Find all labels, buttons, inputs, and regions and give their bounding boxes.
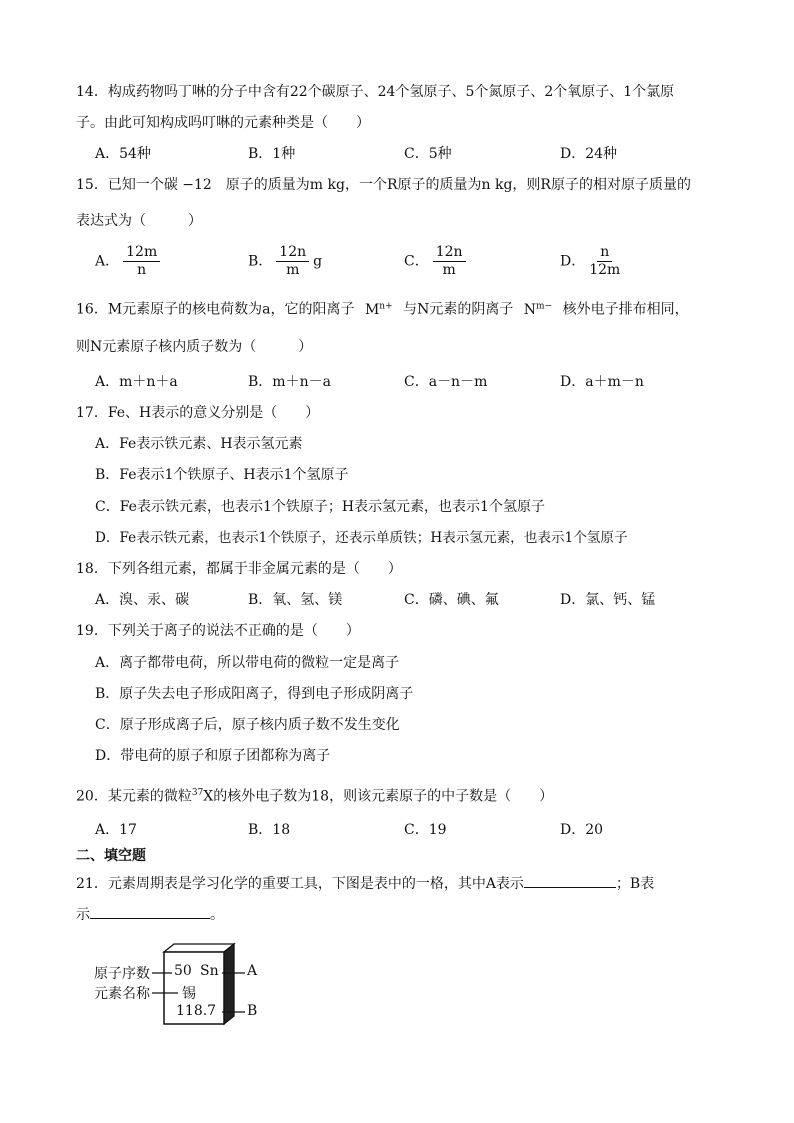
q18-option-a[interactable]: A．溴、汞、碳 bbox=[95, 592, 190, 608]
option-label: A． bbox=[95, 253, 120, 270]
q19-option-b[interactable]: B．原子失去电子形成阳离子，得到电子形成阴离子 bbox=[95, 686, 414, 702]
figure-label-element-name: 元素名称 bbox=[94, 986, 150, 1002]
q20-option-b[interactable]: B．18 bbox=[248, 822, 291, 838]
ion-charge: m− bbox=[536, 301, 553, 311]
q20-option-c[interactable]: C．19 bbox=[404, 822, 447, 838]
q20-option-a[interactable]: A．17 bbox=[95, 822, 137, 838]
q15-option-c[interactable] bbox=[404, 244, 470, 279]
q16-stem-line1 bbox=[76, 296, 689, 320]
q16-text-c: 核外电子排布相同， bbox=[562, 301, 689, 318]
option-label: C． bbox=[404, 253, 429, 270]
q20-text-a: 20．某元素的微粒 bbox=[76, 788, 192, 805]
q16-stem-line2: 则N元素原子核内质子数为（ ） bbox=[76, 339, 313, 355]
figure-element-symbol: Sn bbox=[200, 963, 219, 979]
option-label: B． bbox=[248, 253, 273, 270]
denominator: m bbox=[286, 262, 300, 278]
box-top-face bbox=[164, 944, 234, 952]
q16-text-a: 16．M元素原子的核电荷数为a，它的阳离子 bbox=[76, 301, 355, 318]
answer-blank-b[interactable] bbox=[90, 904, 210, 919]
fraction bbox=[433, 244, 466, 279]
q16-option-b[interactable]: B．m＋n－a bbox=[248, 374, 331, 390]
numerator: 12n bbox=[276, 244, 309, 262]
q19-option-c[interactable]: C．原子形成离子后，原子核内质子数不发生变化 bbox=[95, 717, 400, 733]
q19-option-d[interactable]: D．带电荷的原子和原子团都称为离子 bbox=[95, 748, 331, 764]
figure-element-name: 锡 bbox=[182, 986, 196, 1002]
mass-number: 37 bbox=[191, 788, 204, 798]
q15-option-b[interactable] bbox=[248, 244, 322, 279]
q18-option-c[interactable]: C．磷、碘、氟 bbox=[404, 592, 499, 608]
ion-symbol: M bbox=[364, 301, 380, 318]
q16-option-d[interactable]: D．a＋m－n bbox=[560, 374, 644, 390]
q21-line2 bbox=[76, 904, 224, 925]
q20-text-b: 的核外电子数为18，则该元素原子的中子数是（ ） bbox=[213, 788, 554, 805]
unit: g bbox=[313, 253, 323, 270]
fraction bbox=[276, 244, 309, 279]
q15-option-d[interactable] bbox=[560, 244, 624, 279]
q17-option-b[interactable]: B．Fe表示1个铁原子、H表示1个氢原子 bbox=[95, 467, 349, 483]
denominator: 12m bbox=[589, 262, 621, 278]
q14-option-c[interactable]: C．5种 bbox=[404, 146, 452, 162]
q16-option-a[interactable]: A．m＋n＋a bbox=[95, 374, 178, 390]
q15-stem-line1: 15．已知一个碳 −12 原子的质量为m kg，一个R原子的质量为n kg，则R原子的相对原子质量的 bbox=[76, 177, 691, 193]
fraction bbox=[123, 244, 160, 279]
q18-option-d[interactable]: D．氯、钙、锰 bbox=[560, 592, 656, 608]
figure-pointer-a: A bbox=[247, 963, 258, 979]
figure-pointer-b: B bbox=[247, 1003, 258, 1019]
q17-option-d[interactable]: D．Fe表示铁元素，也表示1个铁原子，还表示单质铁；H表示氢元素，也表示1个氢原子 bbox=[95, 530, 628, 546]
q17-option-c[interactable]: C．Fe表示铁元素，也表示1个铁原子；H表示氢元素，也表示1个氢原子 bbox=[95, 499, 545, 515]
q18-stem: 18．下列各组元素，都属于非金属元素的是（ ） bbox=[76, 561, 402, 577]
q14-stem-line1: 14．构成药物吗丁啉的分子中含有22个碳原子、24个氢原子、5个氮原子、2个氧原子、1个氯原 bbox=[76, 84, 675, 100]
q21-text-b: ；B表 bbox=[615, 876, 655, 892]
q14-option-b[interactable]: B．1种 bbox=[248, 146, 296, 162]
q19-option-a[interactable]: A．离子都带电荷，所以带电荷的微粒一定是离子 bbox=[95, 655, 400, 671]
denominator: m bbox=[442, 262, 456, 278]
q15-option-a[interactable] bbox=[95, 244, 164, 279]
figure-atomic-mass: 118.7 bbox=[176, 1003, 217, 1019]
numerator: 12n bbox=[433, 244, 466, 262]
numerator: 12m bbox=[123, 244, 160, 262]
element-symbol: X bbox=[203, 788, 214, 805]
q16-anion bbox=[524, 302, 552, 318]
ion-charge: n+ bbox=[379, 301, 393, 311]
q16-cation bbox=[365, 302, 393, 318]
figure-label-atomic-number: 原子序数 bbox=[94, 966, 150, 982]
q15-stem-line2: 表达式为（ ） bbox=[76, 213, 202, 229]
q20-stem bbox=[76, 783, 553, 807]
q16-option-c[interactable]: C．a－n－m bbox=[404, 374, 488, 390]
q14-option-d[interactable]: D．24种 bbox=[560, 146, 618, 162]
q21-text-d: 。 bbox=[210, 907, 224, 923]
numerator: n bbox=[597, 244, 612, 262]
q17-stem: 17．Fe、H表示的意义分别是（ ） bbox=[76, 405, 320, 421]
figure-atomic-number: 50 bbox=[174, 963, 192, 979]
denominator: n bbox=[137, 262, 147, 278]
q21-line1 bbox=[76, 873, 654, 894]
q18-option-b[interactable]: B．氧、氢、镁 bbox=[248, 592, 343, 608]
q17-option-a[interactable]: A．Fe表示铁元素、H表示氢元素 bbox=[95, 436, 303, 452]
q21-text-a: 21．元素周期表是学习化学的重要工具，下图是表中的一格，其中A表示 bbox=[76, 876, 524, 892]
q14-stem-line2: 子。由此可知构成吗叮啉的元素种类是（ ） bbox=[76, 115, 370, 131]
q19-stem: 19．下列关于离子的说法不正确的是（ ） bbox=[76, 623, 360, 639]
q21-text-c: 示 bbox=[76, 907, 90, 923]
ion-symbol: N bbox=[523, 301, 537, 318]
q16-text-b: 与N元素的阴离子 bbox=[403, 301, 514, 318]
answer-blank-a[interactable] bbox=[524, 873, 616, 888]
q20-option-d[interactable]: D．20 bbox=[560, 822, 604, 838]
option-label: D． bbox=[560, 253, 586, 270]
fraction bbox=[589, 244, 620, 279]
q14-option-a[interactable]: A．54种 bbox=[95, 146, 151, 162]
section-heading: 二、填空题 bbox=[76, 848, 146, 864]
